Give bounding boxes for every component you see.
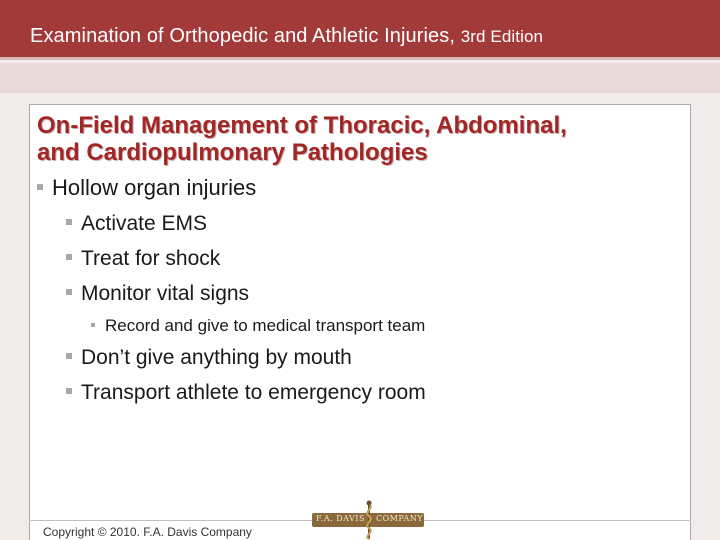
slide-title-line1: On-Field Management of Thoracic, Abdominal, [37, 112, 567, 139]
logo-text-right: COMPANY [376, 514, 424, 523]
book-title-main: Examination of Orthopedic and Athletic Injuries, [30, 25, 456, 47]
bullet-level2 [66, 212, 207, 236]
bullet-square-icon [66, 353, 72, 359]
book-title [30, 25, 543, 48]
bullet-text: Monitor vital signs [81, 282, 250, 305]
bullet-square-icon [66, 254, 72, 260]
slide-title [37, 112, 687, 166]
header-band [0, 63, 720, 93]
slide-title-line2: and Cardiopulmonary Pathologies [37, 139, 428, 166]
copyright-notice: Copyright © 2010. F.A. Davis Company [43, 525, 252, 539]
bullet-text: Hollow organ injuries [52, 175, 257, 200]
bullet-text: Don’t give anything by mouth [81, 346, 352, 369]
bullet-level1 [37, 175, 256, 201]
bullet-square-icon [37, 184, 43, 190]
bullet-text: Activate EMS [81, 212, 208, 235]
header-bar [0, 0, 720, 60]
bullet-level2 [66, 381, 426, 405]
bullet-level2 [66, 346, 352, 370]
bullet-square-icon [91, 323, 95, 327]
bullet-square-icon [66, 219, 72, 225]
header [0, 0, 720, 65]
bullet-level3 [91, 316, 425, 336]
book-title-edition: 3rd Edition [460, 27, 544, 46]
bullet-level2 [66, 247, 220, 271]
bullet-text: Treat for shock [81, 247, 221, 270]
bullet-text: Record and give to medical transport team [105, 316, 426, 335]
bullet-square-icon [66, 388, 72, 394]
publisher-logo [312, 500, 424, 540]
bullet-level2 [66, 282, 249, 306]
logo-text-left: F.A. DAVIS [316, 514, 365, 523]
caduceus-icon [362, 500, 376, 540]
bullet-square-icon [66, 289, 72, 295]
bullet-text: Transport athlete to emergency room [81, 381, 426, 404]
